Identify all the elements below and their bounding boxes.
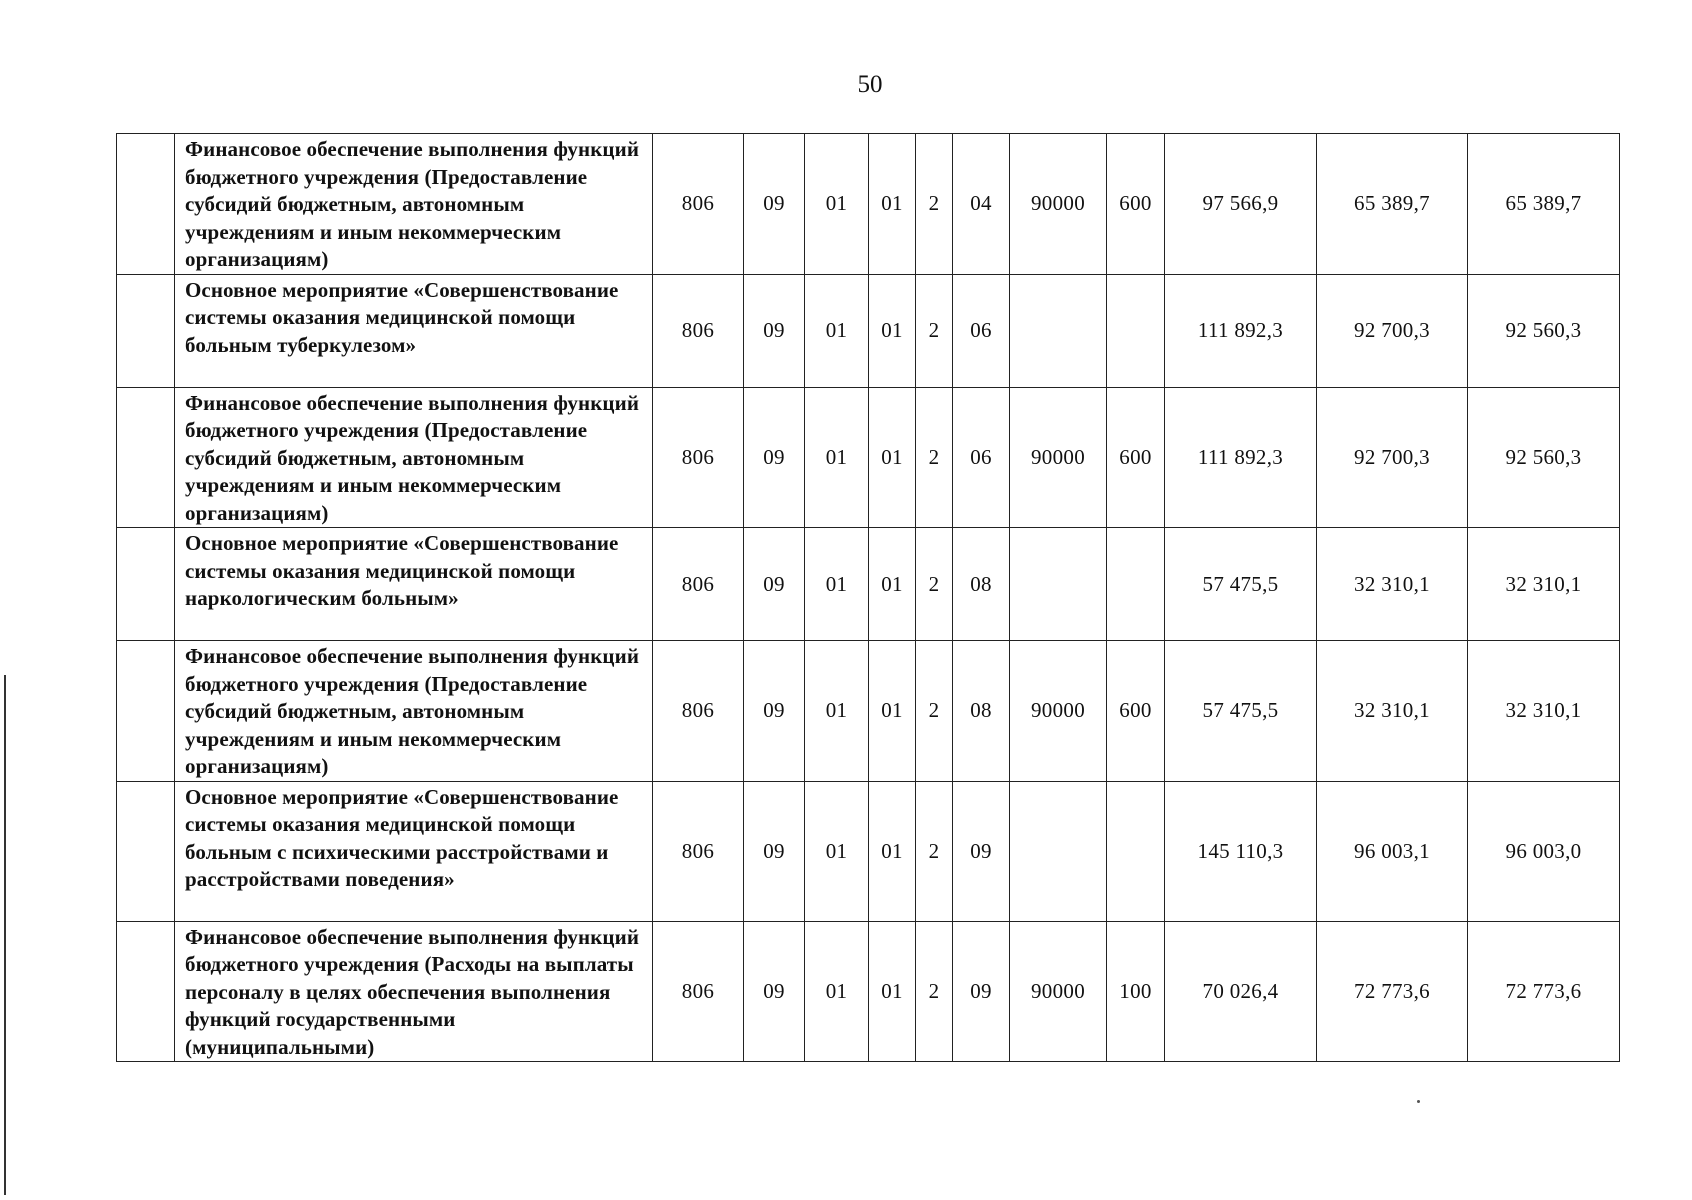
scan-edge-line xyxy=(4,675,6,1195)
amount-year-2: 96 003,1 xyxy=(1317,781,1468,921)
amount-year-1: 111 892,3 xyxy=(1165,387,1317,528)
table-row xyxy=(117,387,1620,528)
amount-year-3: 65 389,7 xyxy=(1468,134,1620,275)
subsection-code: 01 xyxy=(805,641,869,782)
section-code: 09 xyxy=(744,387,805,528)
amount-year-2: 32 310,1 xyxy=(1317,641,1468,782)
row-name: Основное мероприятие «Совершенствование системы оказания медицинской помощи больным туберкулезом» xyxy=(175,274,653,387)
direction-code: 90000 xyxy=(1010,641,1107,782)
subprogram-code: 2 xyxy=(916,528,953,641)
amount-year-1: 97 566,9 xyxy=(1165,134,1317,275)
section-code: 09 xyxy=(744,781,805,921)
expense-type-code xyxy=(1107,781,1165,921)
row-number-cell xyxy=(117,134,175,275)
direction-code xyxy=(1010,781,1107,921)
row-number-cell xyxy=(117,387,175,528)
table-row xyxy=(117,274,1620,387)
program-code: 01 xyxy=(869,781,916,921)
amount-year-1: 57 475,5 xyxy=(1165,641,1317,782)
section-code: 09 xyxy=(744,274,805,387)
program-code: 01 xyxy=(869,921,916,1062)
ministry-code: 806 xyxy=(653,921,744,1062)
row-number-cell xyxy=(117,641,175,782)
direction-code: 90000 xyxy=(1010,387,1107,528)
row-name: Финансовое обеспечение выполнения функций бюджетного учреждения (Предоставление субсидий бюджетным, автономным учреждениям и иным некоммерческим организациям) xyxy=(175,387,653,528)
amount-year-2: 65 389,7 xyxy=(1317,134,1468,275)
amount-year-3: 72 773,6 xyxy=(1468,921,1620,1062)
program-code: 01 xyxy=(869,528,916,641)
row-number-cell xyxy=(117,274,175,387)
amount-year-3: 32 310,1 xyxy=(1468,641,1620,782)
amount-year-1: 145 110,3 xyxy=(1165,781,1317,921)
direction-code xyxy=(1010,274,1107,387)
event-code: 06 xyxy=(953,387,1010,528)
row-number-cell xyxy=(117,921,175,1062)
event-code: 09 xyxy=(953,781,1010,921)
expense-type-code xyxy=(1107,528,1165,641)
subsection-code: 01 xyxy=(805,781,869,921)
row-number-cell xyxy=(117,528,175,641)
expense-type-code: 600 xyxy=(1107,134,1165,275)
subprogram-code: 2 xyxy=(916,781,953,921)
expense-type-code: 600 xyxy=(1107,641,1165,782)
subprogram-code: 2 xyxy=(916,921,953,1062)
event-code: 08 xyxy=(953,528,1010,641)
subprogram-code: 2 xyxy=(916,134,953,275)
program-code: 01 xyxy=(869,641,916,782)
budget-table xyxy=(116,133,1620,1062)
amount-year-2: 92 700,3 xyxy=(1317,274,1468,387)
event-code: 04 xyxy=(953,134,1010,275)
subsection-code: 01 xyxy=(805,528,869,641)
subprogram-code: 2 xyxy=(916,641,953,782)
section-code: 09 xyxy=(744,641,805,782)
amount-year-3: 96 003,0 xyxy=(1468,781,1620,921)
subsection-code: 01 xyxy=(805,134,869,275)
direction-code xyxy=(1010,528,1107,641)
row-name: Основное мероприятие «Совершенствование системы оказания медицинской помощи наркологическим больным» xyxy=(175,528,653,641)
page-number: 50 xyxy=(857,71,883,98)
table-row xyxy=(117,781,1620,921)
event-code: 09 xyxy=(953,921,1010,1062)
table-body xyxy=(117,134,1620,1062)
table-row xyxy=(117,528,1620,641)
amount-year-2: 92 700,3 xyxy=(1317,387,1468,528)
section-code: 09 xyxy=(744,134,805,275)
program-code: 01 xyxy=(869,134,916,275)
ministry-code: 806 xyxy=(653,387,744,528)
table-row xyxy=(117,641,1620,782)
amount-year-1: 70 026,4 xyxy=(1165,921,1317,1062)
section-code: 09 xyxy=(744,528,805,641)
ministry-code: 806 xyxy=(653,134,744,275)
direction-code: 90000 xyxy=(1010,921,1107,1062)
direction-code: 90000 xyxy=(1010,134,1107,275)
amount-year-3: 92 560,3 xyxy=(1468,387,1620,528)
amount-year-1: 111 892,3 xyxy=(1165,274,1317,387)
ministry-code: 806 xyxy=(653,641,744,782)
row-name: Основное мероприятие «Совершенствование системы оказания медицинской помощи больным с психическими расстройствами и расстройствами поведения» xyxy=(175,781,653,921)
row-name: Финансовое обеспечение выполнения функций бюджетного учреждения (Предоставление субсидий бюджетным, автономным учреждениям и иным некоммерческим организациям) xyxy=(175,134,653,275)
amount-year-2: 32 310,1 xyxy=(1317,528,1468,641)
amount-year-3: 32 310,1 xyxy=(1468,528,1620,641)
subsection-code: 01 xyxy=(805,921,869,1062)
ministry-code: 806 xyxy=(653,528,744,641)
table-row xyxy=(117,921,1620,1062)
row-name: Финансовое обеспечение выполнения функций бюджетного учреждения (Расходы на выплаты персоналу в целях обеспечения выполнения функций государственными (муниципальными) xyxy=(175,921,653,1062)
ministry-code: 806 xyxy=(653,274,744,387)
amount-year-2: 72 773,6 xyxy=(1317,921,1468,1062)
expense-type-code: 600 xyxy=(1107,387,1165,528)
event-code: 08 xyxy=(953,641,1010,782)
expense-type-code: 100 xyxy=(1107,921,1165,1062)
ministry-code: 806 xyxy=(653,781,744,921)
subprogram-code: 2 xyxy=(916,387,953,528)
expense-type-code xyxy=(1107,274,1165,387)
row-number-cell xyxy=(117,781,175,921)
subsection-code: 01 xyxy=(805,274,869,387)
table-row xyxy=(117,134,1620,275)
amount-year-1: 57 475,5 xyxy=(1165,528,1317,641)
amount-year-3: 92 560,3 xyxy=(1468,274,1620,387)
program-code: 01 xyxy=(869,274,916,387)
scan-speck xyxy=(1417,1100,1420,1103)
event-code: 06 xyxy=(953,274,1010,387)
subprogram-code: 2 xyxy=(916,274,953,387)
row-name: Финансовое обеспечение выполнения функций бюджетного учреждения (Предоставление субсидий бюджетным, автономным учреждениям и иным некоммерческим организациям) xyxy=(175,641,653,782)
subsection-code: 01 xyxy=(805,387,869,528)
section-code: 09 xyxy=(744,921,805,1062)
program-code: 01 xyxy=(869,387,916,528)
